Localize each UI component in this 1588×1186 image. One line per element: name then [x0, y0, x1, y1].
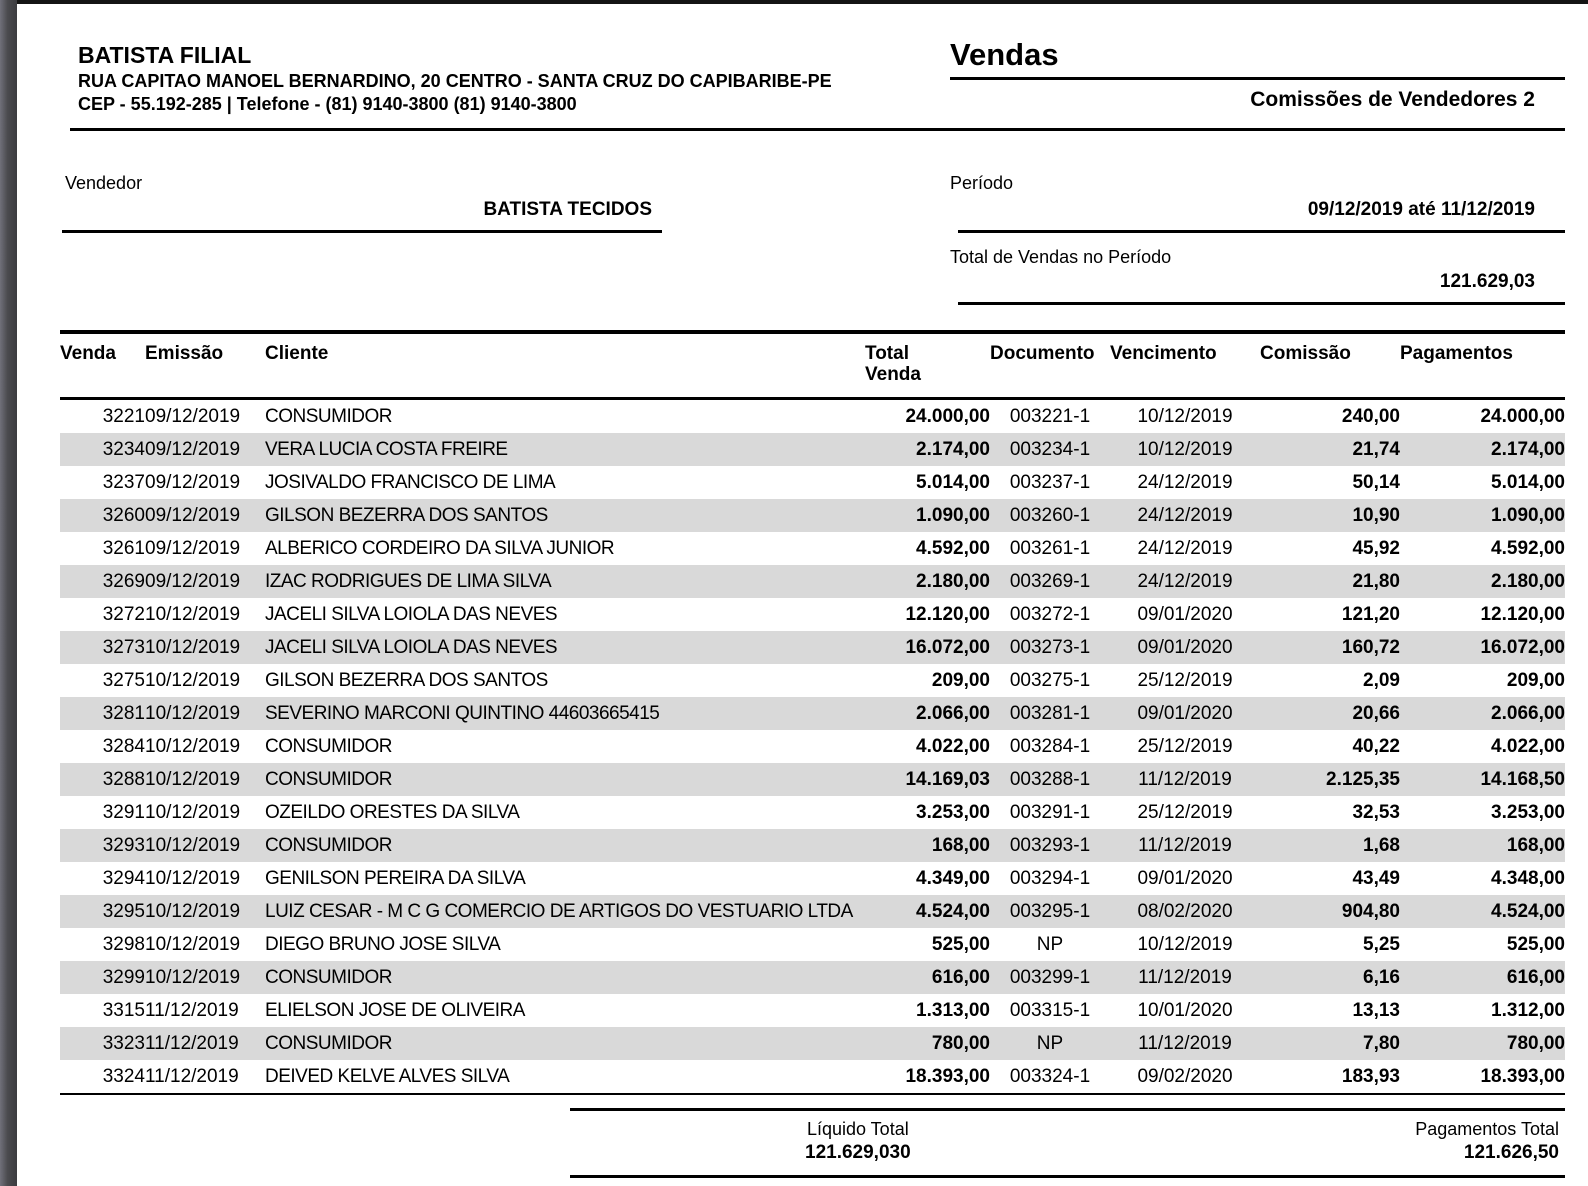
cell-total-venda: 525,00 — [931, 934, 990, 955]
company-name: BATISTA FILIAL — [78, 42, 252, 68]
cell-vencimento: 09/02/2020 — [1137, 1066, 1233, 1087]
cell-comissao: 121,20 — [1341, 604, 1400, 625]
cell-venda: 3269 — [102, 571, 145, 592]
col-header-total-venda — [865, 332, 990, 399]
cell-documento: 003284-1 — [1009, 736, 1091, 757]
cell-pagamentos: 1.090,00 — [1491, 505, 1565, 526]
table-row — [60, 994, 1565, 1027]
cell-documento: 003291-1 — [1009, 802, 1091, 823]
cell-total-venda: 2.066,00 — [916, 703, 990, 724]
cell-comissao: 45,92 — [1352, 538, 1400, 559]
cell-venda: 3293 — [102, 835, 145, 856]
cell-documento: NP — [1036, 934, 1064, 955]
cell-total-venda: 1.090,00 — [916, 505, 990, 526]
cell-total-venda: 4.524,00 — [916, 901, 990, 922]
cell-emissao: 10/12/2019 — [145, 670, 241, 691]
company-address-line1: RUA CAPITAO MANOEL BERNARDINO, 20 CENTRO - SANTA CRUZ DO CAPIBARIBE-PE — [78, 71, 832, 91]
cell-venda: 3299 — [102, 967, 145, 988]
cell-documento: 003294-1 — [1009, 868, 1091, 889]
cell-venda: 3221 — [102, 406, 145, 427]
cell-vencimento: 11/12/2019 — [1138, 1033, 1232, 1054]
cell-pagamentos: 2.174,00 — [1491, 439, 1565, 460]
cell-documento: 003293-1 — [1009, 835, 1091, 856]
cell-venda: 3281 — [102, 703, 145, 724]
cell-pagamentos: 18.393,00 — [1480, 1066, 1565, 1087]
cell-comissao: 7,80 — [1363, 1033, 1400, 1054]
sales-table — [60, 330, 1565, 1095]
table-row — [60, 928, 1565, 961]
table-header-row — [60, 332, 1565, 399]
cell-venda: 3234 — [102, 439, 145, 460]
table-row — [60, 895, 1565, 928]
cell-comissao: 1,68 — [1363, 835, 1400, 856]
cell-cliente: DEIVED KELVE ALVES SILVA — [265, 1066, 510, 1087]
cell-documento: 003272-1 — [1009, 604, 1091, 625]
cell-vencimento: 24/12/2019 — [1137, 505, 1233, 526]
cell-total-venda: 16.072,00 — [905, 637, 990, 658]
table-row — [60, 433, 1565, 466]
col-header-venda: Venda — [60, 332, 145, 399]
cell-emissao: 10/12/2019 — [145, 901, 241, 922]
cell-comissao: 6,16 — [1363, 967, 1400, 988]
cell-total-venda: 18.393,00 — [905, 1066, 990, 1087]
cell-vencimento: 24/12/2019 — [1137, 472, 1233, 493]
cell-vencimento: 09/01/2020 — [1137, 703, 1233, 724]
table-row — [60, 961, 1565, 994]
table-row — [60, 466, 1565, 499]
cell-pagamentos: 525,00 — [1506, 934, 1565, 955]
cell-total-venda: 3.253,00 — [916, 802, 990, 823]
cell-cliente: CONSUMIDOR — [265, 835, 392, 856]
liquido-total-value: 121.629,030 — [805, 1142, 911, 1163]
cell-comissao: 13,13 — [1352, 1000, 1400, 1021]
cell-venda: 3288 — [102, 769, 145, 790]
cell-cliente: VERA LUCIA COSTA FREIRE — [265, 439, 508, 460]
cell-documento: 003234-1 — [1009, 439, 1091, 460]
cell-comissao: 50,14 — [1352, 472, 1400, 493]
table-row — [60, 565, 1565, 598]
cell-pagamentos: 4.524,00 — [1491, 901, 1565, 922]
table-row — [60, 697, 1565, 730]
cell-vencimento: 09/01/2020 — [1137, 637, 1233, 658]
table-row — [60, 399, 1565, 434]
cell-emissao: 11/12/2019 — [145, 1066, 239, 1087]
cell-emissao: 10/12/2019 — [145, 835, 241, 856]
col-header-pagamentos: Pagamentos — [1400, 332, 1565, 399]
cell-pagamentos: 24.000,00 — [1480, 406, 1565, 427]
cell-venda: 3315 — [102, 1000, 145, 1021]
cell-total-venda: 1.313,00 — [916, 1000, 990, 1021]
cell-comissao: 40,22 — [1352, 736, 1400, 757]
pagamentos-total-label: Pagamentos Total — [1415, 1119, 1559, 1139]
cell-emissao: 10/12/2019 — [145, 604, 241, 625]
cell-emissao: 09/12/2019 — [145, 538, 241, 559]
cell-pagamentos: 4.592,00 — [1491, 538, 1565, 559]
cell-emissao: 10/12/2019 — [145, 769, 241, 790]
table-row — [60, 763, 1565, 796]
cell-vencimento: 10/01/2020 — [1137, 1000, 1233, 1021]
cell-venda: 3294 — [102, 868, 145, 889]
cell-comissao: 43,49 — [1352, 868, 1400, 889]
cell-pagamentos: 168,00 — [1506, 835, 1565, 856]
cell-cliente: DIEGO BRUNO JOSE SILVA — [265, 934, 501, 955]
cell-vencimento: 08/02/2020 — [1137, 901, 1233, 922]
cell-cliente: JOSIVALDO FRANCISCO DE LIMA — [265, 472, 556, 493]
cell-cliente: ELIELSON JOSE DE OLIVEIRA — [265, 1000, 525, 1021]
cell-cliente: SEVERINO MARCONI QUINTINO 44603665415 — [265, 703, 660, 724]
cell-comissao: 183,93 — [1341, 1066, 1400, 1087]
cell-total-venda: 4.592,00 — [916, 538, 990, 559]
cell-venda: 3284 — [102, 736, 145, 757]
table-row — [60, 829, 1565, 862]
cell-venda: 3298 — [102, 934, 145, 955]
pagamentos-total-value: 121.626,50 — [1463, 1142, 1559, 1163]
vendedor-label: Vendedor — [65, 173, 143, 193]
cell-documento: 003299-1 — [1009, 967, 1091, 988]
cell-cliente: LUIZ CESAR - M C G COMERCIO DE ARTIGOS DO VESTUARIO LTDA — [265, 901, 853, 922]
cell-cliente: IZAC RODRIGUES DE LIMA SILVA — [265, 571, 552, 592]
report-subtitle: Comissões de Vendedores 2 — [1250, 88, 1535, 111]
cell-vencimento: 11/12/2019 — [1138, 769, 1232, 790]
total-vendas-label: Total de Vendas no Período — [950, 247, 1172, 267]
cell-cliente: CONSUMIDOR — [265, 967, 392, 988]
cell-vencimento: 09/01/2020 — [1137, 604, 1233, 625]
cell-cliente: GENILSON PEREIRA DA SILVA — [265, 868, 526, 889]
cell-vencimento: 25/12/2019 — [1137, 802, 1233, 823]
cell-venda: 3272 — [102, 604, 145, 625]
cell-total-venda: 5.014,00 — [916, 472, 990, 493]
cell-cliente: CONSUMIDOR — [265, 1033, 392, 1054]
cell-emissao: 11/12/2019 — [145, 1033, 239, 1054]
table-row — [60, 499, 1565, 532]
company-block — [78, 40, 832, 116]
cell-comissao: 21,80 — [1352, 571, 1400, 592]
cell-emissao: 09/12/2019 — [145, 406, 241, 427]
cell-documento: 003315-1 — [1009, 1000, 1091, 1021]
table-row — [60, 598, 1565, 631]
cell-pagamentos: 2.066,00 — [1491, 703, 1565, 724]
cell-vencimento: 11/12/2019 — [1138, 835, 1232, 856]
table-row — [60, 1027, 1565, 1060]
cell-venda: 3295 — [102, 901, 145, 922]
cell-venda: 3237 — [102, 472, 145, 493]
report-title: Vendas — [950, 34, 1565, 80]
cell-total-venda: 168,00 — [931, 835, 990, 856]
cell-total-venda: 2.180,00 — [916, 571, 990, 592]
cell-emissao: 10/12/2019 — [145, 967, 241, 988]
cell-venda: 3324 — [102, 1066, 145, 1087]
cell-total-venda: 780,00 — [931, 1033, 990, 1054]
table-row — [60, 862, 1565, 895]
company-address-line2: CEP - 55.192-285 | Telefone - (81) 9140-3800 (81) 9140-3800 — [78, 94, 577, 114]
cell-total-venda: 12.120,00 — [905, 604, 990, 625]
cell-comissao: 32,53 — [1352, 802, 1400, 823]
cell-vencimento: 10/12/2019 — [1137, 406, 1233, 427]
col-header-total-venda-line2: Venda — [865, 364, 921, 385]
col-header-cliente: Cliente — [265, 332, 865, 399]
cell-venda: 3323 — [102, 1033, 145, 1054]
cell-comissao: 20,66 — [1352, 703, 1400, 724]
table-row — [60, 730, 1565, 763]
sales-table-body — [60, 399, 1565, 1095]
cell-documento: 003261-1 — [1009, 538, 1091, 559]
cell-documento: 003221-1 — [1009, 406, 1091, 427]
cell-documento: 003269-1 — [1009, 571, 1091, 592]
cell-vencimento: 10/12/2019 — [1137, 934, 1233, 955]
cell-pagamentos: 4.348,00 — [1491, 868, 1565, 889]
cell-cliente: GILSON BEZERRA DOS SANTOS — [265, 505, 548, 526]
col-header-vencimento: Vencimento — [1110, 332, 1260, 399]
cell-vencimento: 24/12/2019 — [1137, 538, 1233, 559]
cell-total-venda: 4.349,00 — [916, 868, 990, 889]
cell-pagamentos: 16.072,00 — [1480, 637, 1565, 658]
cell-comissao: 5,25 — [1363, 934, 1400, 955]
cell-venda: 3260 — [102, 505, 145, 526]
cell-emissao: 10/12/2019 — [145, 802, 241, 823]
liquido-total-group — [805, 1117, 911, 1165]
cell-comissao: 2.125,35 — [1326, 769, 1400, 790]
cell-emissao: 10/12/2019 — [145, 736, 241, 757]
cell-documento: 003288-1 — [1009, 769, 1091, 790]
cell-cliente: JACELI SILVA LOIOLA DAS NEVES — [265, 637, 558, 658]
cell-cliente: GILSON BEZERRA DOS SANTOS — [265, 670, 548, 691]
cell-pagamentos: 14.168,50 — [1480, 769, 1565, 790]
table-row — [60, 664, 1565, 697]
cell-emissao: 10/12/2019 — [145, 703, 241, 724]
cell-emissao: 10/12/2019 — [145, 637, 241, 658]
cell-documento: 003324-1 — [1009, 1066, 1091, 1087]
cell-pagamentos: 2.180,00 — [1491, 571, 1565, 592]
viewer-edge-strip — [0, 0, 17, 1186]
table-row — [60, 1060, 1565, 1094]
cell-pagamentos: 3.253,00 — [1491, 802, 1565, 823]
cell-venda: 3273 — [102, 637, 145, 658]
cell-total-venda: 2.174,00 — [916, 439, 990, 460]
periodo-value: 09/12/2019 até 11/12/2019 — [958, 194, 1565, 233]
cell-pagamentos: 5.014,00 — [1491, 472, 1565, 493]
cell-comissao: 240,00 — [1341, 406, 1400, 427]
cell-venda: 3275 — [102, 670, 145, 691]
total-vendas-value: 121.629,03 — [958, 266, 1565, 305]
cell-total-venda: 24.000,00 — [905, 406, 990, 427]
vendedor-value: BATISTA TECIDOS — [62, 194, 662, 233]
cell-cliente: OZEILDO ORESTES DA SILVA — [265, 802, 520, 823]
cell-vencimento: 25/12/2019 — [1137, 670, 1233, 691]
cell-vencimento: 25/12/2019 — [1137, 736, 1233, 757]
pagamentos-total-group — [1415, 1117, 1559, 1165]
cell-emissao: 09/12/2019 — [145, 472, 241, 493]
cell-venda: 3261 — [102, 538, 145, 559]
table-row — [60, 631, 1565, 664]
table-row — [60, 532, 1565, 565]
cell-documento: NP — [1036, 1033, 1064, 1054]
cell-pagamentos: 12.120,00 — [1480, 604, 1565, 625]
cell-emissao: 11/12/2019 — [145, 1000, 239, 1021]
cell-emissao: 09/12/2019 — [145, 571, 241, 592]
cell-cliente: JACELI SILVA LOIOLA DAS NEVES — [265, 604, 558, 625]
cell-venda: 3291 — [102, 802, 145, 823]
cell-documento: 003295-1 — [1009, 901, 1091, 922]
cell-comissao: 2,09 — [1363, 670, 1400, 691]
cell-comissao: 10,90 — [1352, 505, 1400, 526]
cell-vencimento: 10/12/2019 — [1137, 439, 1233, 460]
cell-vencimento: 09/01/2020 — [1137, 868, 1233, 889]
cell-cliente: CONSUMIDOR — [265, 406, 392, 427]
report-header — [950, 34, 1565, 112]
cell-total-venda: 14.169,03 — [905, 769, 990, 790]
cell-total-venda: 616,00 — [931, 967, 990, 988]
cell-total-venda: 4.022,00 — [916, 736, 990, 757]
cell-cliente: ALBERICO CORDEIRO DA SILVA JUNIOR — [265, 538, 615, 559]
col-header-emissao: Emissão — [145, 332, 265, 399]
cell-pagamentos: 209,00 — [1506, 670, 1565, 691]
totals-footer — [570, 1108, 1565, 1178]
cell-emissao: 09/12/2019 — [145, 439, 241, 460]
cell-pagamentos: 4.022,00 — [1491, 736, 1565, 757]
cell-documento: 003273-1 — [1009, 637, 1091, 658]
cell-vencimento: 24/12/2019 — [1137, 571, 1233, 592]
cell-emissao: 10/12/2019 — [145, 934, 241, 955]
cell-cliente: CONSUMIDOR — [265, 736, 392, 757]
cell-comissao: 21,74 — [1352, 439, 1400, 460]
col-header-total-venda-line1: Total — [865, 343, 909, 364]
page-top-edge — [17, 0, 1588, 4]
col-header-comissao: Comissão — [1260, 332, 1400, 399]
cell-emissao: 10/12/2019 — [145, 868, 241, 889]
cell-pagamentos: 1.312,00 — [1491, 1000, 1565, 1021]
cell-documento: 003281-1 — [1009, 703, 1091, 724]
cell-vencimento: 11/12/2019 — [1138, 967, 1232, 988]
cell-pagamentos: 616,00 — [1506, 967, 1565, 988]
cell-documento: 003275-1 — [1009, 670, 1091, 691]
cell-documento: 003237-1 — [1009, 472, 1091, 493]
liquido-total-label: Líquido Total — [806, 1119, 909, 1139]
cell-cliente: CONSUMIDOR — [265, 769, 392, 790]
periodo-label: Período — [950, 173, 1014, 193]
cell-emissao: 09/12/2019 — [145, 505, 241, 526]
col-header-documento: Documento — [990, 332, 1110, 399]
cell-pagamentos: 780,00 — [1506, 1033, 1565, 1054]
header-divider — [70, 128, 1565, 131]
cell-comissao: 160,72 — [1341, 637, 1400, 658]
cell-documento: 003260-1 — [1009, 505, 1091, 526]
table-row — [60, 796, 1565, 829]
cell-comissao: 904,80 — [1341, 901, 1400, 922]
cell-total-venda: 209,00 — [931, 670, 990, 691]
